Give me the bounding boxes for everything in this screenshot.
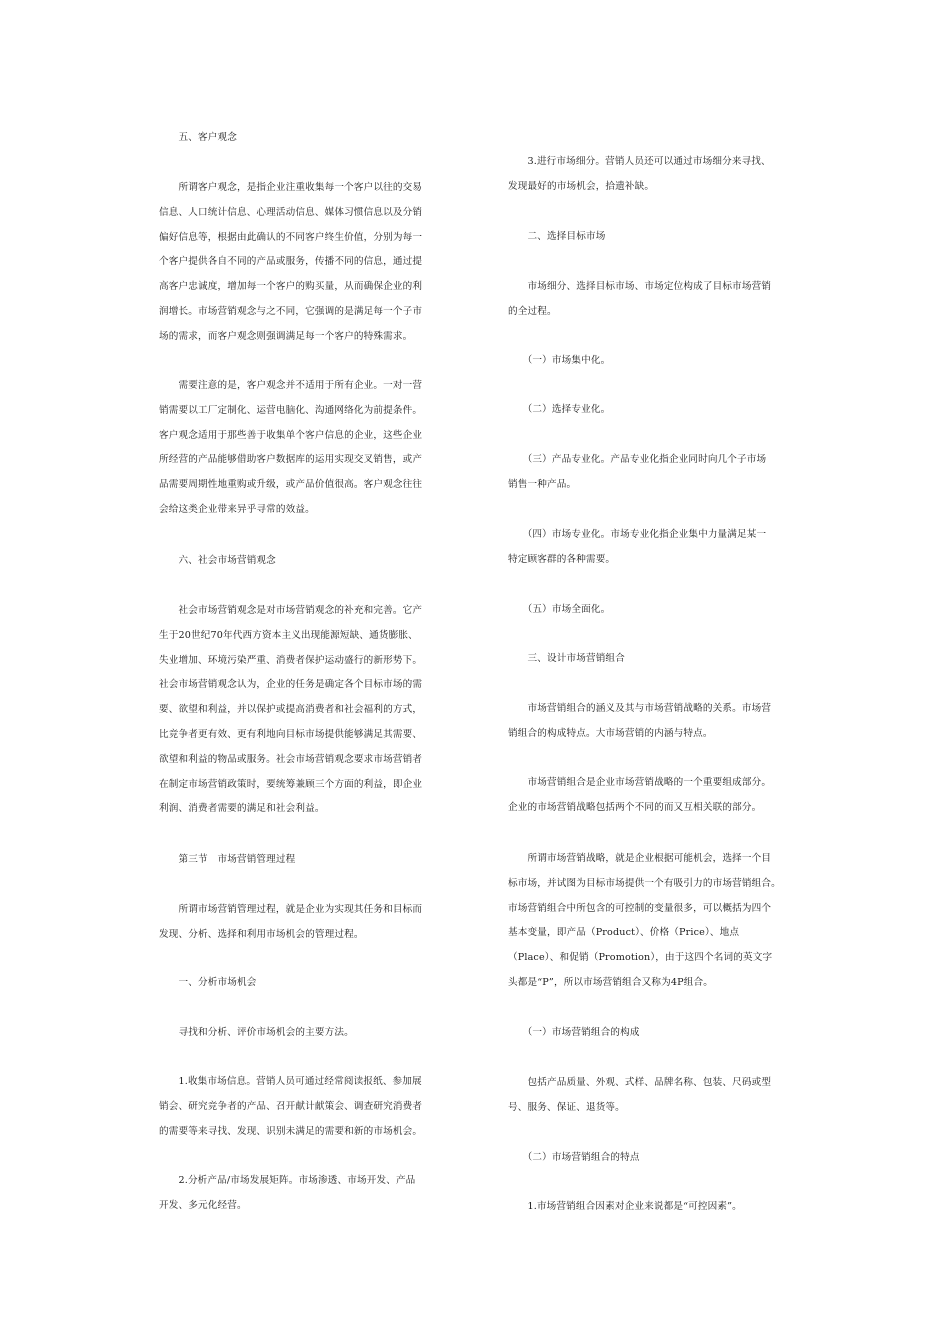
text-line: 所谓市场营销管理过程，就是企业为实现其任务和目标而 [159,904,423,915]
paragraph-p7 [159,1169,445,1219]
text-line: （二）市场营销组合的特点 [508,1152,640,1163]
text-line: 需要注意的是，客户观念并不适用于所有企业。一对一营 [159,380,423,391]
heading-r2 [508,225,798,250]
text-line: 标市场，并试图为目标市场提供一个有吸引力的市场营销组合。 [508,877,781,889]
heading-h3 [159,848,445,873]
paragraph-r6 [508,448,798,498]
text-line: 生于20世纪70年代西方资本主义出现能源短缺、通货膨胀、 [159,629,418,641]
text-line: 市场营销组合中所包含的可控制的变量很多，可以概括为四个 [508,902,772,914]
text-line: 失业增加、环境污染严重、消费者保护运动盛行的新形势下。 [159,654,423,666]
heading-r13 [508,1021,798,1046]
heading-r9 [508,647,798,672]
text-line: 寻找和分析、评价市场机会的主要方法。 [159,1027,354,1038]
text-line: 所谓客户观念，是指企业注重收集每一个客户以往的交易 [159,182,423,193]
text-line: 开发、多元化经营。 [159,1199,247,1211]
text-line: 3.进行市场细分。营销人员还可以通过市场细分来寻找、 [508,156,771,167]
text-line: 润增长。市场营销观念与之不同，它强调的是满足每一个子市 [159,305,423,317]
text-line: 发现、分析、选择和利用市场机会的管理过程。 [159,928,364,940]
paragraph-r12 [508,847,798,996]
text-line: 1.市场营销组合因素对企业来说都是“可控因素”。 [508,1201,742,1212]
text-line: 销会、研究竞争者的产品、召开献计献策会、调查研究消费者 [159,1100,423,1112]
heading-r4 [508,349,798,374]
paragraph-r14 [508,1071,798,1121]
text-line: 偏好信息等，根据由此确认的不同客户终生价值，分别为每一 [159,231,423,243]
text-line: 社会市场营销观念认为，企业的任务是确定各个目标市场的需 [159,679,423,691]
text-line: （五）市场全面化。 [508,604,611,615]
heading-r16 [508,1195,798,1220]
text-line: 利润、消费者需要的满足和社会利益。 [159,803,325,815]
text-line: 品需要周期性地重购或升级，或产品价值很高。客户观念往往 [159,479,423,491]
text-line: 一、分析市场机会 [159,977,257,988]
heading-h5 [159,126,445,151]
paragraph-p3 [159,599,445,822]
text-line: 的全过程。 [508,305,557,317]
text-line: 的需要等来寻找、发现、识别未满足的需要和新的市场机会。 [159,1125,423,1137]
paragraph-r3 [508,275,798,325]
text-line: 所经营的产品能够借助客户数据库的运用实现交叉销售，或产 [159,454,423,466]
text-line: 客户观念适用于那些善于收集单个客户信息的企业，这些企业 [159,429,423,441]
heading-h1 [159,971,445,996]
text-line: 1.收集市场信息。营销人员可通过经常阅读报纸、参加展 [159,1076,422,1087]
text-line: 企业的市场营销战略包括两个不同的而又互相关联的部分。 [508,801,762,813]
text-line: 第三节 市场营销管理过程 [159,854,296,865]
heading-r8 [508,598,798,623]
text-line: 二、选择目标市场 [508,231,606,242]
heading-r15 [508,1146,798,1171]
text-line: （Place）、和促销（Promotion），由于这四个名词的英文字 [508,952,773,964]
text-line: 销售一种产品。 [508,478,577,490]
paragraph-r7 [508,523,798,573]
text-line: （一）市场集中化。 [508,355,611,366]
text-line: 五、客户观念 [159,132,237,143]
paragraph-p2 [159,374,445,523]
text-line: （二）选择专业化。 [508,404,611,415]
text-line: 市场营销组合是企业市场营销战略的一个重要组成部分。 [508,777,772,788]
paragraph-r10 [508,697,798,747]
paragraph-p6 [159,1070,445,1144]
text-line: 要、欲望和利益，并以保护或提高消费者和社会福利的方式， [159,704,423,716]
text-line: 发现最好的市场机会，拾遗补缺。 [508,180,655,192]
text-line: （一）市场营销组合的构成 [508,1027,640,1038]
heading-r5 [508,398,798,423]
text-line: 市场营销组合的涵义及其与市场营销战略的关系。市场营 [508,703,772,714]
text-line: 信息、人口统计信息、心理活动信息、媒体习惯信息以及分销 [159,206,423,218]
text-line: 会给这类企业带来异乎寻常的效益。 [159,503,315,515]
text-line: 个客户提供各自不同的产品或服务，传播不同的信息，通过提 [159,256,423,268]
text-line: 2.分析产品/市场发展矩阵。市场渗透、市场开发、产品 [159,1175,416,1186]
paragraph-p4 [159,898,445,948]
text-line: 销组合的构成特点。大市场营销的内涵与特点。 [508,727,713,739]
paragraph-r1 [508,150,798,200]
text-line: 欲望和利益的物品或服务。社会市场营销观念要求市场营销者 [159,753,423,765]
text-line: 社会市场营销观念是对市场营销观念的补充和完善。它产 [159,605,423,616]
text-line: 销需要以工厂定制化、运营电脑化、沟通网络化为前提条件。 [159,404,423,416]
heading-h6 [159,549,445,574]
text-line: 三、设计市场营销组合 [508,653,625,664]
text-line: 基本变量，即产品（Product）、价格（Price）、地点 [508,927,740,939]
text-line: 高客户忠诚度，增加每一个客户的购买量，从而确保企业的利 [159,281,423,293]
text-line: 所谓市场营销战略，就是企业根据可能机会，选择一个目 [508,853,772,864]
text-line: （四）市场专业化。市场专业化指企业集中力量满足某一 [508,529,767,540]
text-line: 六、社会市场营销观念 [159,555,276,566]
text-line: 特定顾客群的各种需要。 [508,553,616,565]
text-line: 在制定市场营销政策时，要统筹兼顾三个方面的利益，即企业 [159,778,423,790]
paragraph-p1 [159,176,445,350]
text-line: 号、服务、保证、退货等。 [508,1101,625,1113]
text-line: 场的需求，而客户观念则强调满足每一个客户的特殊需求。 [159,330,413,342]
text-line: 头都是“P”，所以市场营销组合又称为4P组合。 [508,976,713,988]
text-line: 包括产品质量、外观、式样、品牌名称、包装、尺码或型 [508,1077,772,1088]
heading-p5 [159,1021,445,1046]
text-line: 比竞争者更有效、更有利地向目标市场提供能够满足其需要、 [159,728,423,740]
text-line: （三）产品专业化。产品专业化指企业同时向几个子市场 [508,454,767,465]
text-line: 市场细分、选择目标市场、市场定位构成了目标市场营销 [508,281,772,292]
paragraph-r11 [508,771,798,821]
